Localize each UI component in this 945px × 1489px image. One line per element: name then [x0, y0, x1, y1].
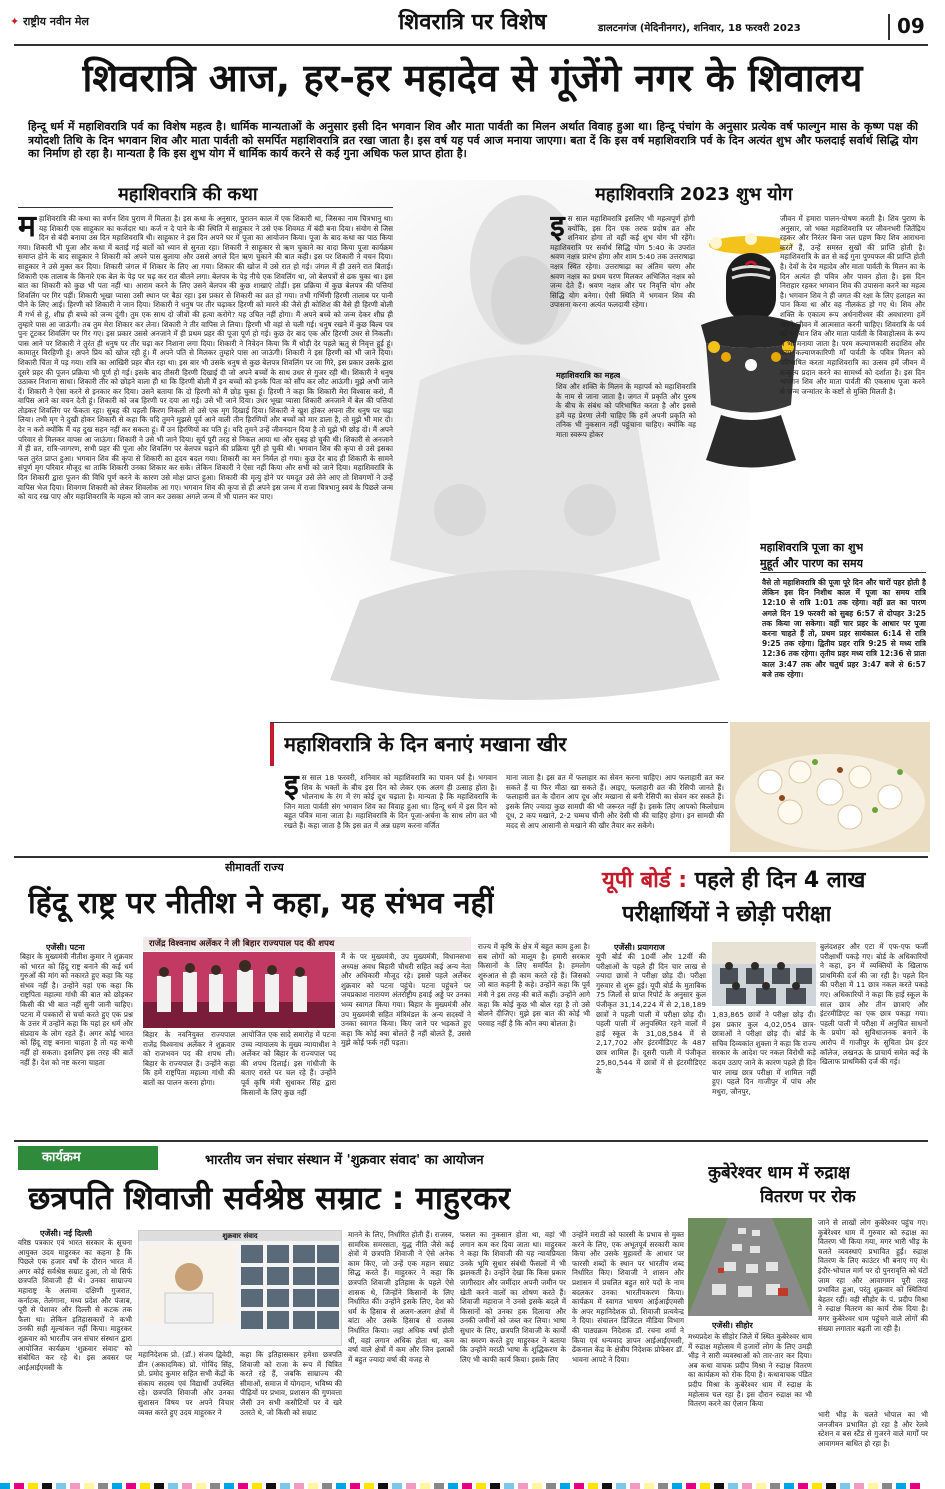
nitish-photo-caption	[143, 937, 471, 951]
nitish-col2a: बिहार के नवनियुक्त राज्यपाल राजेंद्र विश्वनाथ अर्लेकर ने शुक्रवार को राजभवन पद की शपथ ली। बिहार के राज्यपाल हैं। उन्होंने कहा कि हमें राष्ट्रपिता महात्मा गांधी की बातों का पालन करना होगा।	[143, 1030, 235, 1087]
section-title: शिवरात्रि पर विशेष	[398, 10, 547, 35]
nitish-col1: बिहार के मुख्यमंत्री नीतीश कुमार ने शुक्रवार को भारत को हिंदू राष्ट्र बनाने की कई धर्म गुरुओं की मांग को नकारते हुए कहा कि यह संभव नहीं है। उन्होंने यहां एक कहा कि राष्ट्रपिता महात्मा गांधी की बात को छोड़कर किसी की भी बात नहीं सुनी जानी चाहिए। पटना में पत्रकारों से चर्चा करते हुए एक प्रश्न के उत्तर में उन्होंने कहा कि यहां हर धर्म और संप्रदाय के लोग रहते हैं। अगर कोई भारत को हिंदू राष्ट्र बनाना चाहता है तो यह कभी नहीं हो सकता। इसलिए इस तरह की बातें नहीं हैं। देश को नष्ट करना चाहता	[20, 952, 133, 1067]
exam-hall-photo	[712, 942, 816, 1006]
video-conference-photo	[138, 1230, 342, 1346]
paper-name: राष्ट्रीय नवीन मेल	[23, 15, 89, 28]
exam-students-image	[712, 942, 816, 1006]
crowded-road-image	[688, 1218, 812, 1316]
upboard-headline-1-text: पहले ही दिन 4 लाख	[694, 868, 866, 893]
puja-heading-rule	[760, 572, 926, 573]
masthead-divider	[888, 14, 890, 40]
mahatva-heading: महाशिवरात्रि का महत्व	[556, 371, 621, 380]
yog-col1	[550, 214, 695, 344]
shivaji-col1: वरिष्ठ पत्रकार एवं भारत सरकार के सूचना आयुक्त उदय माहुरकर का कहना है कि पिछले एक हजार वर्षों के दौरान भारत में अगर कोई सर्वश्रेष्ठ सम्राट हुआ, तो वो सिर्फ छत्रपति शिवाजी ही थे। उनका साम्राज्य महाराष्ट्र के अलावा दक्षिणी गुजरात, कर्नाटक, तेलंगाना, मध्य प्रदेश और पंजाब, पूरी से पेशावर और दिल्ली से कटक तक फैला था। लेकिन इतिहासकारों ने कभी उनकी सही मूल्यांकन नहीं किया। माहुरकर शुक्रवार को भारतीय जन संचार संस्थान द्वारा आयोजित कार्यक्रम 'शुक्रवार संवाद' को संबोधित कर रहे थे। इस अवसर पर आईआईएमसी के	[18, 1238, 132, 1372]
yog-col2: जीवन में हमारा पालन-पोषण करती है। शिव पुराण के अनुसार, जो भक्त महाशिवरात्रि पर जीवनभरी जितेंद्रिय रहकर और निरंतर बिना जल ग्रहण किए शिव आराधना करते हैं, उन्हें समस्त सुखों की प्राप्ति होती है। महाशिवरात्रि के व्रत से कई गुना पुण्यफल की प्राप्ति होती है। देवों के देव महादेव और माता पार्वती के मिलन का के दिन अत्यंत ही पवित्र और पावन होता है। इस दिन निराहार रहकर भगवान शिव की उपासना करने का महत्व है। भगवान शिव ने ही जगत की रक्षा के लिए हलाहल का पान किया था और वह नीलकंठ हो गए थे। शिव और शक्ति के एकात्म रूप अर्धनारीश्वर की अवधारणा हमें अपने जीवन में आत्मसात करनी चाहिए। शिवरात्रि के पर्व को भगवान शिव और माता पार्वती के विवाहोत्सव के रूप में भी मनाया जाता है। परम कल्याणकारी सदाशिव और परम कल्याणकारिणी माँ पार्वती के पवित्र मिलन को परिभाषित करता महाशिवरात्रि का उत्सव हमें जीवन में सत्कृत्य प्रदान करने का सामर्थ्य को दर्शाता है। इस दिन भगवान शिव और माता पार्वती की एकसाथ पूजा करने से जन्म जन्मांतर के कष्टों से मुक्ति मिलती है।	[780, 214, 925, 396]
shivaji-col4: मानने के लिए, निर्धारित होती हैं। राजस्व, सामरिक समरसता, युद्ध नीति जैसे कई क्षेत्रों में छत्रपति शिवाजी ने ऐसे अनेक काम किए, जो उन्हें एक महान सम्राट सिद्ध करते हैं। माहुरकर ने कहा कि छत्रपति शिवाजी इतिहास के पहले ऐसे शासक थे, जिन्होंने किसानों के लिए निर्धारित कीं। उन्होंने इसके लिए, देश को धर्म के हिसाब से अलग-अलग क्षेत्रों में बांटा और उसके हिसाब से राजस्व निर्धारित किया। जहां अधिक वर्षा होती थी, वहां लगान अधिक होता था, कम वर्षा वाले क्षेत्रों में कम और जिन इलाकों में बहुत ज्यादा वर्षा की वजह से	[348, 1230, 454, 1364]
shivaji-headline: छत्रपति शिवाजी सर्वश्रेष्ठ सम्राट : माहुरकर	[28, 1179, 511, 1217]
nitish-headline: हिंदू राष्ट्र पर नीतीश ने कहा, यह संभव नहीं	[28, 886, 495, 921]
shivaji-col2: महानिदेशक प्रो. (डॉ.) संजय द्विवेदी, डीन (अकादमिक) प्रो. गोविंद सिंह, प्रो. प्रमोद कुमार सहित सभी केंद्रों के संकाय सदस्य एवं विद्यार्थी उपस्थित रहे। छत्रपति शिवाजी और उनका सुशासन विषय पर अपने विचार व्यक्त करते हुए उदय माहुरकर ने	[138, 1350, 234, 1417]
yog-heading: महाशिवरात्रि 2023 शुभ योग	[595, 184, 793, 205]
mahatva-body: शिव और शक्ति के मिलन के महापर्व को महाशिवरात्रि के नाम से जाना जाता है। जगत में प्रकृति और पुरुष के बीच के संबंध को परिभाषित करता है और इससे हमें यह प्रेरणा लेनी चाहिए कि हमें अपनी प्रकृति को तनिक भी नुकसान नहीं पहुंचाना चाहिए। क्योंकि वह माता स्वरूप होकर	[556, 382, 696, 439]
upboard-byline: एजेंसी। प्रयागराज	[614, 943, 665, 952]
kheer-photo	[730, 722, 930, 852]
upboard-headline-2: परीक्षार्थियों ने छोड़ी परीक्षा	[622, 902, 832, 927]
nitish-col4: राज्य में कृषि के क्षेत्र में बहुत काम हुआ है। सब लोगों को मालूम है। हमारी सरकार किसानों के लिए समर्पित है। हमलोग शुरुआत से ही काम करते रहे हैं। जिसको जो बात कहनी है कहे। उन्होंने कहा कि पूर्व मंत्री ने इस तरह की बातें कहीं। उन्होंने आगे कहा कि कोई कुछ भी बोल रहा है तो उसे बोलने दीजिए। मुझे इस बात की कोई भी परवाह नहीं है कि कौन क्या बोलता है।	[478, 942, 590, 1028]
shivaji-byline: एजेंसी। नई दिल्ली	[40, 1229, 93, 1238]
bird-icon: ✦	[10, 15, 20, 28]
kheer-heading: महाशिवरात्रि के दिन बनाएं मखाना खीर	[284, 732, 567, 756]
kubereshwar-col-left: मध्यप्रदेश के सीहोर जिले में स्थित कुबेरेश्वर धाम में रुद्राक्ष महोत्सव में हजारों लोग के लिए उमड़ी भीड़ ने सारी व्यवस्थाओं को तार-तार कर दिया। अब कथा वाचक प्रदीप मिश्रा ने रुद्राक्ष वितरण का कार्यक्रम को रोक दिया है। कथावाचक पंडित प्रदीप मिश्रा के कुबेरेश्वर धाम में रुद्राक्ष के महोत्सव चल रहा है। इस दौरान रुद्राक्ष का भी वितरण करने का ऐलान किया	[688, 1332, 812, 1409]
section-rule-1	[14, 856, 928, 858]
kubereshwar-headline-2: वितरण पर रोक	[760, 1187, 856, 1207]
shivaji-kicker: भारतीय जन संचार संस्थान में 'शुक्रवार संवाद' का आयोजन	[205, 1153, 484, 1168]
kubereshwar-col-top: जाने से लाखों लोग कुबेरेश्वर पहुंच गए। कुबेरेश्वर धाम में गुरुवार को रुद्राक्ष का वितरण भी किया गया, मगर भारी भीड़ के चलते व्यवस्थाएं प्रभावित हुईं। रुद्राक्ष वितरण के लिए काउंटर भी बनाए गए थे। इंदौर-भोपाल मार्ग पर दो पुनरावृत्ति को घंटों जाम रहा और आवागमन पूरी तरह प्रभावित हुआ, परंतु शुक्रवार को स्थितियां बेहतर रहीं। वही सीहोर के पं. प्रदीप मिश्रा ने रुद्राक्ष वितरण का कार्य रोक दिया है। मगर कुबेरेश्वर धाम पहुंचने वाले लोगों की संख्या लगातार बढ़ती जा रही है।	[818, 1218, 928, 1333]
nitish-col3: मैं के पर मुख्यमंत्री, उप मुख्यमंत्री, विधानसभा अध्यक्ष अवध बिहारी चौधरी सहित कई अन्य नेता और अधिकारी मौजूद रहे। इससे पहले अर्लेकर शुक्रवार को पटना पहुंचे। पटना पहुंचने पर जयप्रकाश नारायण अंतर्राष्ट्रीय हवाई अड्डे पर उनका भव्य स्वागत किया गया। बिहार के मुख्यमंत्री और उप मुख्यमंत्री सहित मंत्रिमंडल के अन्य सदस्यों ने उनका स्वागत किया। किए जाने पर भड़कते हुए कहा कि कोई क्या बोलते हैं नहीं बोलते हैं, उससे मुझे कोई फर्क नहीं पड़ता।	[341, 952, 471, 1048]
upboard-label: यूपी बोर्ड :	[602, 868, 688, 893]
karyakram-tag-text: कार्यक्रम	[42, 1150, 81, 1165]
page-number: 09	[897, 14, 925, 38]
karyakram-tag	[18, 1146, 158, 1170]
upboard-headline-1	[602, 866, 865, 896]
lead-headline: शिवरात्रि आज, हर-हर महादेव से गूंजेंगे नगर के शिवालय	[82, 56, 863, 100]
kheer-accent-bar	[270, 722, 274, 766]
katha-dropcap: म	[18, 214, 36, 244]
kubereshwar-headline-1: कुबेरेश्वर धाम में रुद्राक्ष	[708, 1163, 851, 1183]
katha-heading: महाशिवरात्रि की कथा	[118, 184, 258, 205]
nitish-col2b: आयोजित एक सादे समारोह में पटना उच्च न्यायालय के मुख्य न्यायाधीश ने अर्लेकर को बिहार के राज्यपाल पद की शपथ दिलाई। इस गांधीजी के बताए रास्ते पर चल रहे हैं। उन्होंने पूर्व कृषि मंत्री सुधाकर सिंह द्वारा किसानों के लिए कुछ नहीं	[241, 1030, 336, 1097]
dateline: डालटनगंज (मेदिनीनगर), शनिवार, 18 फरवरी 2023	[598, 23, 801, 34]
puja-heading-2: मुहूर्त और पारण का समय	[760, 557, 863, 570]
puja-body: वैसे तो महाशिवरात्रि की पूजा पूरे दिन और चारों पहर होती है लेकिन इस दिन निशीथ काल में पूजा का समय रात्रि 12:10 से रात्रि 1:01 तक रहेगा। वहीं व्रत का पारण अगले दिन 19 फरवरी को सुबह 6:57 से दोपहर 3:25 तक किया जा सकेगा। वहीं चार प्रहर के आधार पर पूजा करना चाहते हैं तो, प्रथम प्रहर सायंकाल 6:14 से रात्रि 9:25 तक रहेगा। द्वितीय प्रहर रात्रि 9:25 से मध्य रात्रि 12:36 तक रहेगा। तृतीय प्रहर मध्य रात्रि 12:36 से प्रातः काल 3:47 तक और चतुर्थ प्रहर 3:47 बजे से 6:57 बजे तक रहेगा।	[762, 578, 926, 679]
video-grid-image	[139, 1241, 342, 1346]
shivaji-col5: फसल का नुकसान होता था, वहां भी लगान कम कर दिया जाता था। माहुरकर ने कहा कि शिवाजी की यह न्यायप्रियता उनके भूमि सुधार संबंधी फैसलों में भी झलकती है। उन्होंने देखा कि किस प्रकार जागीरदार और जमींदार अपनी जमीन पर खेती करने वालों का शोषण करते हैं। शिवाजी महाराज ने उनसे इसके बदले में किसानों को उनका हक दिलाया और उनकी जमीनों को जब्त कर लिया। भाषा सुधार के लिए, छत्रपति शिवाजी के कार्यों का स्मरण करते हुए माहुरकर ने बताया कि उन्होंने मराठी भाषा के शुद्धिकरण के लिए भी काफी कार्य किया। इसके लिए	[460, 1230, 566, 1364]
yog-dropcap: इ	[550, 214, 565, 244]
kheer-col2: माना जाता है। इस व्रत में फलाहार का सेवन करना चाहिए। आप फलाहारी व्रत कर सकते हैं या फिर मीठा खा सकते हैं। आइए, फलाहारी व्रत की रेसिपी जानते हैं। फलाहारी व्रत के दौरान आप दूध और मखाना से बनी रेसिपी का सेवन कर सकते हैं। इसके लिए ज्यादा कुछ सामग्री की भी जरूरत नहीं है। इसके लिए आपको किलोग्राम दूध, 2 कप मखाने, 2-2 चम्मच चीनी और देसी घी की चाहिए होगा। इन सामग्री की मदद से आप आसानी से मखाने की खीर तैयार कर सकेंगे।	[506, 773, 724, 830]
shivaji-col3: कहा कि इतिहासकार हमेशा छत्रपति शिवाजी को राजा के रूप में चित्रित करते रहे हैं, जबकि साम्राज्य की सीमाओं, समाज में योगदान, भविष्य की पीढ़ियों पर प्रभाव, प्रशासन की गुणवत्ता जैसी उन सभी कसौटियों पर वे खरे उतरते थे, जो किसी को सम्राट	[240, 1350, 342, 1417]
upboard-col3: बुलंदशहर और एटा में एफ-एफ फर्जी परीक्षार्थी पकड़े गए। बोर्ड के अधिकारियों ने कहा, इन में व्यक्तियों के खिलाफ प्राथमिकी दर्ज की जा रही है। पहले दिन की परीक्षा में 11 छात्र नकल करते पकड़े गए। अधिकारियों ने कहा कि हाई स्कूल के साल छात्र और तीन छात्राएं और इंटरमीडिएट का एक छात्र पकड़ा गया। पहली पाली में परीक्षा में अनुचित साधनों के प्रयोग को सुविधाजनक बनाने के आरोप में गाजीपुर के सुचिता प्रेम इंटर कॉलेज, लखनऊ के प्राचार्य समेत कई के खिलाफ प्राथमिकी दर्ज की गई।	[820, 942, 928, 1067]
ceremony-image	[143, 952, 335, 1028]
lead-intro: हिन्दू धर्म में महाशिवरात्रि पर्व का विशेष महत्व है। धार्मिक मान्यताओं के अनुसार इसी दिन भगवान शिव और माता पार्वती का मिलन अर्थात विवाह हुआ था। हिन्दू पंचांग के अनुसार प्रत्येक वर्ष फाल्गुन मास के कृष्ण पक्ष की त्रयोदशी तिथि के दिन भगवान शिव और माता पार्वती को समर्पित महाशिवरात्रि व्रत रखा जाता है। इस वर्ष यह पर्व आज मनाया जाएगा। बता दें कि इस वर्ष महाशिवरात्रि पर्व के दिन अत्यंत शुभ और फलदाई सर्वार्थ सिद्धि योग का निर्माण हो रहा है। मान्यता है कि इस शुभ योग में धार्मिक कार्य करने से कई गुना अधिक फल प्राप्त होता है।	[28, 120, 918, 160]
masthead-rule	[14, 44, 928, 46]
nitish-byline: एजेंसी। पटना	[46, 943, 85, 952]
kubereshwar-col-right: भारी भीड़ के चलते भोपाल का भी जनजीवन प्रभावित हो रहा है और रेलवे स्टेशन व बस स्टैंड से गुजरने वाले मार्गों पर आवागमन बाधित हो रहा है।	[818, 1410, 928, 1448]
kheer-col1	[284, 773, 497, 849]
upboard-col1: यूपी बोर्ड की 10वीं और 12वीं की परीक्षाओं के पहले ही दिन चार लाख से ज्यादा छात्रों ने परीक्षा छोड़ दी। परीक्षा गुरुवार से शुरू हुई। यूपी बोर्ड के मुताबिक 75 जिलों से प्राप्त रिपोर्ट के अनुसार कुल पंजीकृत 31,14,224 में से 2,18,189 छात्रों ने पहली पाली में परीक्षा छोड़ दी। पहली पाली में अनुपस्थित रहने वालों में हाई स्कूल के 31,08,584 में से 2,17,702 और इंटरमीडिएट के 487 छात्र शामिल हैं। दूसरी पाली में पंजीकृत 25,80,544 में छात्रों में से इंटरमीडिएट के	[596, 952, 706, 1077]
nitish-caption-text: राजेंद्र विश्वनाथ अर्लेकर ने ली बिहार राज्यपाल पद की शपथ	[149, 939, 335, 949]
katha-heading-rule	[18, 207, 393, 208]
upboard-col2: 1,83,865 छात्रों ने परीक्षा छोड़ दी। इस प्रकार कुल 4,02,054 छात्र-छात्राओं ने परीक्षा छोड़ दी। बोर्ड के सचिव दिव्यकांत शुक्ला ने कहा कि राज्य सरकार के आदेश पर नकल विरोधी कड़े कदम उठाए जाने के कारण पहले ही दिन चार लाख छात्र परीक्षा में शामिल नहीं हुए। पहले दिन गाजीपुर में पांच और मथुरा, जौनपुर,	[712, 1010, 816, 1096]
yog-col1-text: स साल महाशिवरात्रि इसलिए भी महत्वपूर्ण होगी क्योंकि, इस दिन एक तरफ प्रदोष व्रत और शनिवार होगा तो वहीं कई शुभ योग भी रहेंगे। महाशिवरात्रि पर सर्वार्थ सिद्धि योग 5:40 के उपरांत श्रवण नक्षत्र प्रारंभ होगा और शाम 5:40 तक उत्तराषाढ़ा नक्षत्र स्थित रहेगा। उत्तराषाढ़ा का अंतिम चरण और श्रवण नक्षत्र का प्रथम चरण मिलकर अभिजित नक्षत्र को जन्म देते हैं। श्रवण नक्षत्र और पर निवृत्ति योग और सिद्धि योग बनेगा। ऐसी स्थिति में भगवान शिव की उपासना करना अत्यंत फलदायी रहेगा।	[550, 214, 695, 310]
katha-text: हाशिवरात्रि की कथा का वर्णन शिव पुराण में मिलता है। इस कथा के अनुसार, पुरातन काल में एक शिकारी था, जिसका नाम चित्रभानु था। यह शिकारी एक साहूकार का कर्जदार था। कर्ज न दे पाने के की स्थिति में साहूकार ने उसे एक शिवमठ में बंदी बना दिया। संयोग से जिस दिन से बंदी बनाया उस दिन महाशिवरात्रि थी। साहूकार ने इस दिन अपने घर में पूजा का आयोजन किया। पूजा के बाद कथा का पाठ किया गया। शिकारी भी पूजा और कथा में बताई गई बातों को ध्यान से सुनता रहा। शिकारी ने साहूकार से ऋण चुकाने का वादा किया पूजा कार्यक्रम समाप्त होने के बाद साहूकार ने शिकारी को अपने पास बुलाया और उससे अगले दिन ऋण चुकाने की बात कही। इस पर शिकारी ने वचन दिया। साहूकार ने उसे मुक्त कर दिया। शिकारी जंगल में शिकार के लिए आ गया। शिकार की खोज में उसे रात हो गई। जंगल में ही उसने रात बिताई। शिकारी एक तालाब के किनारे एक बेल के पेड़ पर चढ़ कर रात बीतने लगा। बेलपत्र के पेड़ नीचे एक शिवलिंग था, जो बेलपत्रों से ढक चुका था। इस बात का शिकारी को कुछ भी पता नहीं था। आराम करने के लिए उसने बेलपत्र की कुछ शाखाएं तोड़ीं। इस प्रक्रिया में कुछ बेलपत्र की पत्तियां शिवलिंग पर गिर पड़ीं। शिकारी भूखा प्यासा उसी स्थान पर बैठा रहा। इस प्रकार से शिकारी का व्रत हो गया। तभी गर्भिणी हिरणी तालाब पर पानी पीने के लिए आई। हिरणी को शिकारी ने जान दिया। शिकारी ने धनुष पर तीर चढ़ाकर हिरणी को मारने की जैसे ही कोशिश की वैसे ही हिरणी बोली मैं गर्भ से हूं, शीघ्र ही बच्चे को जन्म दूंगी। तुम एक साथ दो जीवों की हत्या करोगे? यह उचित नहीं होगा। मैं अपने बच्चे को जन्म देकर शीघ्र ही तुम्हारे पास आ जाऊंगी। तब तुम मेरा शिकार कर लेना। शिकारी ने तीर वापिस ले लिया। हिरणी भी वहां से चली गई। धनुष रखने में कुछ बिल्व पत्र पुनः टूटकर शिवलिंग पर गिर गए। इस प्रकार उससे अनजाने में ही प्रथम प्रहर की पूजा पूर्ण हो गई। कुछ देर बाद एक और हिरणी उधर से निकली। पास आने पर शिकारी ने तुरंत ही धनुष पर तीर चढ़ा कर निशाना लगा दिया। शिकारी ने निवेदन किया कि मैं थोड़ी देर पहले ऋतु से निवृत्त हुई हूं। कामातुर विरहिणी हूं। अपने प्रिय को खोज रही हूं। मैं अपने पति से मिलकर तुम्हारे पास आ जाऊंगी। शिकारी ने इस हिरणी को भी जाने दिया। शिकारी चिंता में पड़ गया। रात्रि का आखिरी प्रहर बीत रहा था। इस बार भी उसके धनुष से कुछ बेलपत्र शिवलिंग पर जा गिरे, इस प्रकार उसके द्वारा दूसरे प्रहर की पूजन प्रक्रिया भी पूर्ण हो गई। इसके बाद तीसरी हिरणी दिखाई दी जो अपने बच्चों के साथ उधर से गुजर रही थी। शिकारी ने धनुष उठाकर निशाना साधा। शिकारी तीर को छोड़ने वाला ही था कि हिरणी बोली मैं इन बच्चों को इनके पिता को सौंप कर लौट आऊंगी। मुझे अभी जाने दें। शिकारी ने ऐसा करने से इनकार कर दिया। उसने बताया कि दो हिरणी को मैं छोड़ चुका हूं। हिरणी ने कहा कि शिकारी मेरा विश्वास करो, मैं वापिस आने का वचन देती हूं। शिकारी को जब हिरणी पर दया आ गई। उसे भी जाने दिया। उधर भूखा प्यासा शिकारी अनजाने में बेल की पत्तियां तोड़कर शिवलिंग पर फेंकता रहा। सुबह की पहली किरण निकली तो उसे एक मृग दिखाई दिया। शिकारी ने खुश होकर अपना तीर धनुष पर चढ़ा लिया। तभी मृग ने दुखी होकर शिकारी से कहा कि यदि तुमने मुझसे पूर्व आने वाली तीन हिरणियों और बच्चों को मार डाला है, तो मुझे भी मार दो। देर न करो क्योंकि मैं यह दुख सहन नहीं कर सकता हूं। मैं उन हिरणियों का पति हूं। यदि तुमने उन्हें जीवनदान दिया है तो मुझे भी छोड़ दो। मैं अपने परिवार से मिलकर वापस आ जाऊंगा। शिकारी ने उसे भी जाने दिया। सूर्य पूरी तरह से निकल आया था और सुबह हो चुकी थी। शिकारी से अनजाने में ही व्रत, रात्रि-जागरण, सभी प्रहर की पूजा और शिवलिंग पर बेलपत्र चढ़ाने की प्रक्रिया पूरी हो चुकी थी। भगवान शिव की कृपा से उसे इसका फल तुरंत प्राप्त हुआ। भगवान शिव की कृपा से शिकारी का हृदय बदल गया। शिकारी का मन निर्मल हो गया। कुछ देर बाद ही शिकारी के सामने संपूर्ण मृग परिवार मौजूद था ताकि शिकारी उनका शिकार कर सके। लेकिन शिकारी ने ऐसा नहीं किया और सभी को जाने दिया। महाशिवरात्रि के दिन शिकारी द्वारा पूजन की विधि पूर्ण करने के कारण उसे मोक्ष प्राप्त हुआ। शिकारी की मृत्यु होने पर यमदूत उसे लेने आए तो शिवगणों ने उन्हें वापिस भेज दिया। शिवगण शिकारी को लेकर शिवलोक आ गए। भगवान शिव की कृपा से ही अपने इस जन्म में राजा चित्रभानु स्वयं के पिछले जन्म को याद रख पाए और महाशिवरात्रि के महत्व को जान कर उसका अगले जन्म में भी पालन कर पाए।	[18, 214, 393, 502]
kheer-col1-text: स साल 18 फरवरी, शनिवार को महाशिवरात्रि का पावन पर्व है। भगवान शिव के भक्तों के बीच इस दिन को लेकर एक अलग ही उत्साह होता है। भोलनाथ के रंग में रंग कोई दूध चढ़ाता है। मान्यता है कि महाशिवरात्रि के जिन माता पार्वती संग भगवान शिव का विवाह हुआ था। हिन्दू धर्म में इस दिन को बहुत पवित्र माना जाता है। महाशिवरात्रि के दिन पूजा-अर्चना के साथ लोग व्रत भी रखते हैं। कहा जाता है कि इस व्रत में अन्न ग्रहण करना वर्जित	[284, 773, 497, 830]
color-registration-bar	[0, 1476, 945, 1489]
swearing-in-photo	[143, 952, 335, 1028]
kubereshwar-byline: एजेंसी। सीहोर	[712, 1321, 753, 1330]
makhana-bowl-image	[730, 722, 930, 852]
kheer-dropcap: इ	[284, 773, 299, 803]
section-rule-2	[14, 1140, 928, 1142]
traffic-jam-photo	[688, 1218, 812, 1316]
puja-heading-1: महाशिवरात्रि पूजा का शुभ	[760, 541, 864, 554]
screen-title: शुक्रवार संवाद	[139, 1231, 341, 1241]
shivaji-col6: उन्होंने मराठी को फारसी के प्रभाव से मुक्त करने के लिए, एक अभूतपूर्व सरकारी काम किया और उसके मुहावरों के आधार पर फारसी शब्दों के स्थान पर भारतीय शब्द निर्धारित किए। शिवाजी ने शासन और प्रशासन में प्रचलित बहुत सारे पदों के नाम बदलकर उनका भारतीयकरण किया। कार्यक्रम में स्वागत भाषण आईआईएमसी के अपर महानिदेशक प्रो. शिवाजी प्रत्ययेन्द्र ने दिया। संचालन डिजिटल मीडिया विभाग की पाठ्यक्रम निदेशक डॉ. रचना शर्मा ने किया एवं धन्यवाद ज्ञापन आईआईएमसी, ढेंकनाल केंद्र के क्षेत्रीय निदेशक प्रोफेसर डॉ. भावना आपटे ने दिया।	[572, 1230, 684, 1364]
nitish-kicker: सीमावर्ती राज्य	[225, 861, 284, 874]
kheer-top-rule	[270, 722, 728, 723]
masthead	[0, 0, 945, 44]
